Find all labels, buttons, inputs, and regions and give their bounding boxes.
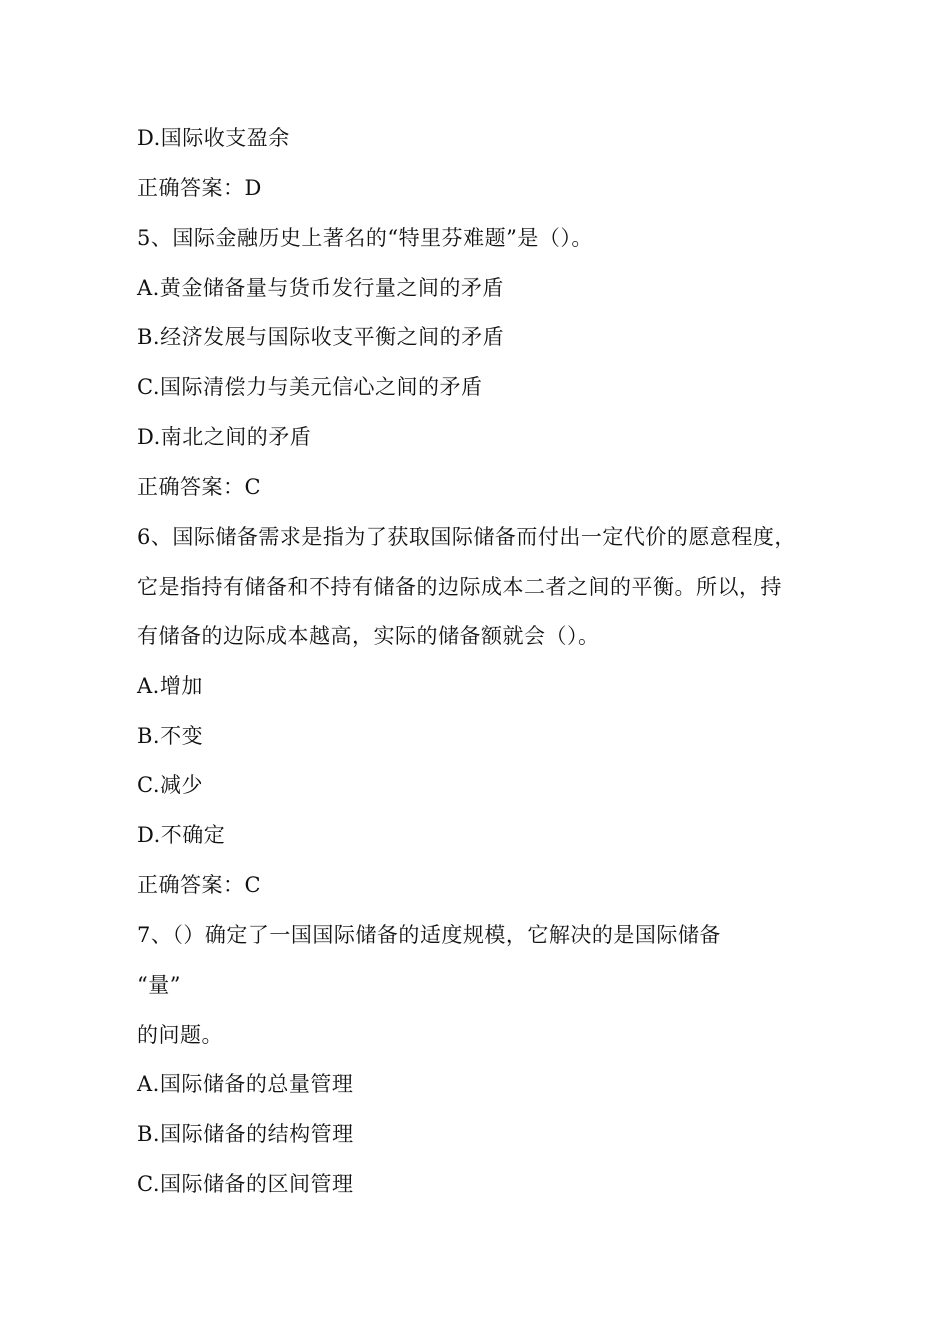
question-7-line-2: “量” [137,973,181,997]
option-d-q4: D.国际收支盈余 [137,126,290,150]
option-c-q7: C.国际储备的区间管理 [137,1172,354,1196]
question-6-line-3: 有储备的边际成本越高，实际的储备额就会（）。 [137,624,600,648]
question-5: 5、国际金融历史上著名的“特里芬难题”是（）。 [137,226,593,250]
answer-q5: 正确答案：C [137,475,262,499]
option-c-q6: C.减少 [137,773,203,797]
question-6-line-1: 6、国际储备需求是指为了获取国际储备而付出一定代价的愿意程度， [137,525,796,549]
answer-q4: 正确答案：D [137,176,262,200]
question-7-line-1: 7、（）确定了一国国际储备的适度规模，它解决的是国际储备 [137,923,721,947]
option-a-q5: A.黄金储备量与货币发行量之间的矛盾 [137,276,504,300]
option-d-q5: D.南北之间的矛盾 [137,425,312,449]
option-b-q6: B.不变 [137,724,204,748]
option-a-q7: A.国际储备的总量管理 [137,1072,354,1096]
option-a-q6: A.增加 [137,674,203,698]
question-7-line-3: 的问题。 [137,1023,223,1047]
option-b-q5: B.经济发展与国际收支平衡之间的矛盾 [137,325,505,349]
answer-q6: 正确答案：C [137,873,262,897]
option-d-q6: D.不确定 [137,823,226,847]
question-6-line-2: 它是指持有储备和不持有储备的边际成本二者之间的平衡。所以，持 [137,575,782,599]
option-c-q5: C.国际清偿力与美元信心之间的矛盾 [137,375,483,399]
option-b-q7: B.国际储备的结构管理 [137,1122,354,1146]
